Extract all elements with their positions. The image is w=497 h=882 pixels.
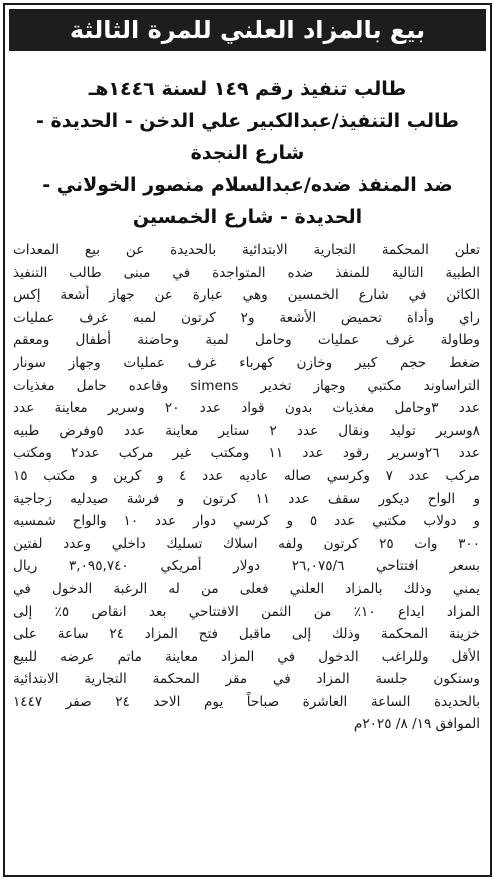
- claimant-address-heading: شارع النجدة: [190, 142, 305, 164]
- body-line: يمني وذلك بالمزاد العلني فعلى من له الرغبة الدخول في: [13, 580, 480, 597]
- body-line: ٣٠٠ وات ٢٥ كرتون ولفه اسلاك تسليك داخلي وعدد لفتين: [13, 535, 480, 552]
- body-line: و الواح ديكور سقف عدد ١١ كرتون و فرشة صيدليه زجاجية: [13, 490, 480, 507]
- notice-title: بيع بالمزاد العلني للمرة الثالثة: [9, 9, 486, 51]
- body-line: الكائن في شارع الخمسين وهي عبارة عن جهاز أشعة إكس: [13, 287, 480, 304]
- body-line: عدد ٢٦وسرير رقود عدد ١١ ومكتب غير مركب عدد٢ ومكتب: [13, 445, 480, 462]
- body-line: الطبية التالية للمنفذ ضده المتواجدة في مبنى طالب التنفيذ: [13, 264, 480, 281]
- body-line: الأقل وللراغب الدخول في المزاد معاينة ماتم عرضه للبيع: [13, 648, 480, 665]
- body-line: تعلن المحكمة التجارية الابتدائية بالحديدة عن بيع المعدات: [13, 242, 480, 258]
- case-heading: [5, 51, 490, 239]
- respondent-address-heading: الحديدة - شارع الخمسين: [132, 206, 363, 228]
- notice-body: [5, 239, 490, 736]
- body-line: راي وأداة تحميض الأشعة و٢ كرتون لمبه غرف عمليات: [13, 309, 480, 326]
- body-line: المزاد ايداع ١٠٪ من الثمن الافتتاحي بعد انقاص ٥٪ إلى: [13, 603, 480, 620]
- body-line: وطاولة غرف عمليات وحامل لمبة وحاضنة أطفال ومعقم: [13, 332, 480, 349]
- body-line: ضغط حجم كبير وخازن كهرباء غرف عمليات وجهاز سونار: [13, 354, 480, 371]
- body-line: التراساوند مكتبي وجهاز تخدير simens وقاعده حامل مغذيات: [13, 377, 480, 394]
- respondent-heading: ضد المنفذ ضده/عبدالسلام منصور الخولاني -: [42, 174, 453, 196]
- body-line: بسعر افتتاحي ٢٦,٠٧٥/٦ دولار أمريكي ٣,٠٩٥,٧٤٠ ريال: [13, 558, 480, 575]
- body-line: بالحديدة الساعة العاشرة صباحاً يوم الاحد ٢٤ صفر ١٤٤٧: [13, 693, 480, 710]
- auction-notice: [3, 3, 492, 877]
- body-line: مركب عدد ٧ وكرسي صاله عاديه عدد ٤ و كرين و مكتب ١٥: [13, 467, 480, 484]
- body-line: ٨وسرير توليد ونقال عدد ٢ ستاير معاينة عدد ٥وفرض طبيه: [13, 422, 480, 439]
- body-line-date: الموافق ١٩/ ٨/ ٢٠٢٥م: [353, 716, 480, 733]
- case-number-heading: طالب تنفيذ رقم ١٤٩ لسنة ١٤٤٦هـ: [88, 78, 407, 100]
- body-line: وستكون جلسة المزاد في مقر المحكمة التجارية الابتدائية: [13, 671, 480, 688]
- body-line: خزينة المحكمة وذلك إلى ماقبل فتح المزاد ٢٤ ساعة على: [13, 626, 480, 643]
- body-line: و دولاب مكتبي عدد ٥ و كرسي دوار عدد ١٠ والواح شمسيه: [13, 513, 480, 530]
- claimant-heading: طالب التنفيذ/عبدالكبير علي الدخن - الحديدة -: [36, 110, 459, 132]
- body-line: عدد ٣وحامل مغذيات بدون قواد عدد ٢٠ وسرير معاينة عدد: [13, 400, 480, 417]
